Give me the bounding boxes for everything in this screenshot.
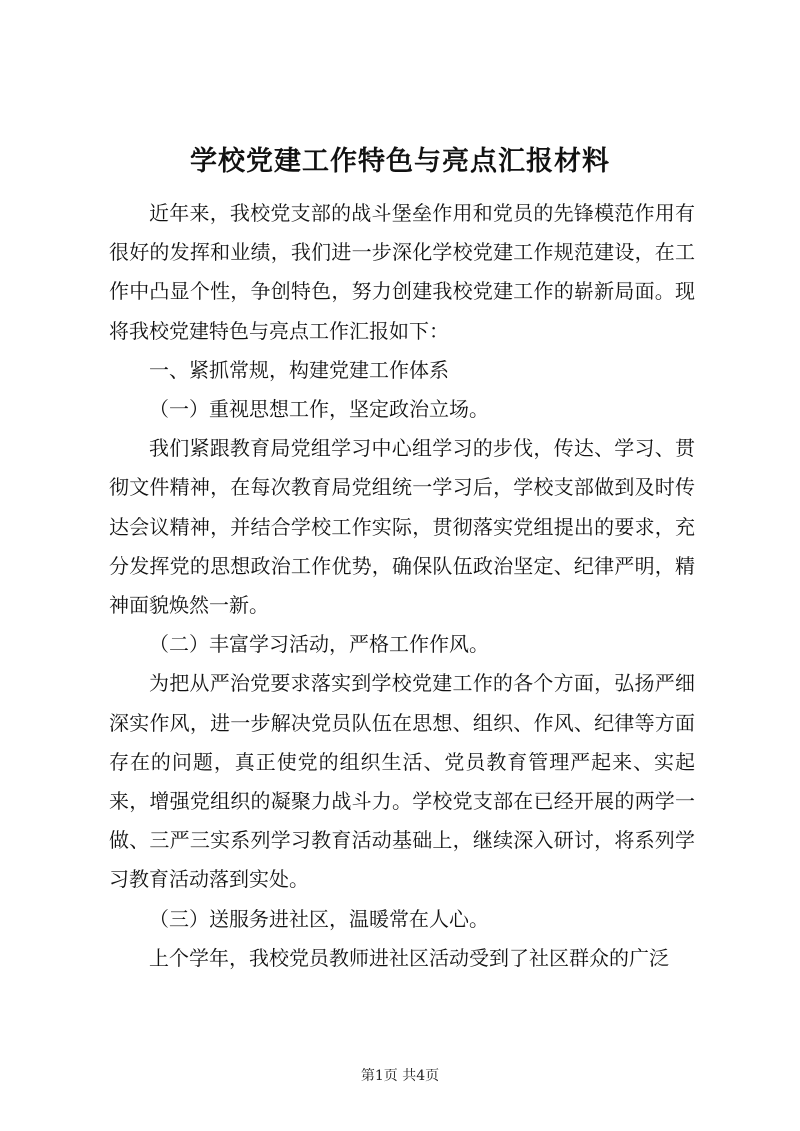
subheading-1: （一）重视思想工作，坚定政治立场。 — [149, 397, 489, 422]
paragraph-2: 为把从严治党要求落实到学校党建工作的各个方面，弘扬严细深实作风，进一步解决党员队伍在思想、组织、作风、纪律等方面存在的问题，真正使党的组织生活、党员教育管理严起来、实起来，增强党组织的凝聚力战斗力。学校党支部在已经开展的两学一做、三严三实系列学习教育活动基础上，继续深入研讨，将系列学习教育活动落到实处。 — [109, 671, 695, 892]
paragraph-intro: 近年来，我校党支部的战斗堡垒作用和党员的先锋模范作用有很好的发挥和业绩，我们进一步深化学校党建工作规范建设，在工作中凸显个性，争创特色，努力创建我校党建工作的崭新局面。现将我校党建特色与亮点工作汇报如下： — [109, 201, 695, 343]
document-title: 学校党建工作特色与亮点汇报材料 — [190, 146, 610, 177]
paragraph-1: 我们紧跟教育局党组学习中心组学习的步伐，传达、学习、贯彻文件精神，在每次教育局党组统一学习后，学校支部做到及时传达会议精神，并结合学校工作实际，贯彻落实党组提出的要求，充分发挥党的思想政治工作优势，确保队伍政治坚定、纪律严明，精神面貌焕然一新。 — [109, 436, 695, 618]
subheading-3: （三）送服务进社区，温暖常在人心。 — [149, 906, 489, 931]
paragraph-3: 上个学年，我校党员教师进社区活动受到了社区群众的广泛 — [149, 945, 669, 970]
document-body — [109, 194, 695, 978]
subheading-2: （二）丰富学习活动，严格工作作风。 — [149, 632, 489, 657]
section-heading-1: 一、紧抓常规，构建党建工作体系 — [149, 357, 449, 382]
page-number-footer: 第1页 共4页 — [360, 1068, 440, 1084]
